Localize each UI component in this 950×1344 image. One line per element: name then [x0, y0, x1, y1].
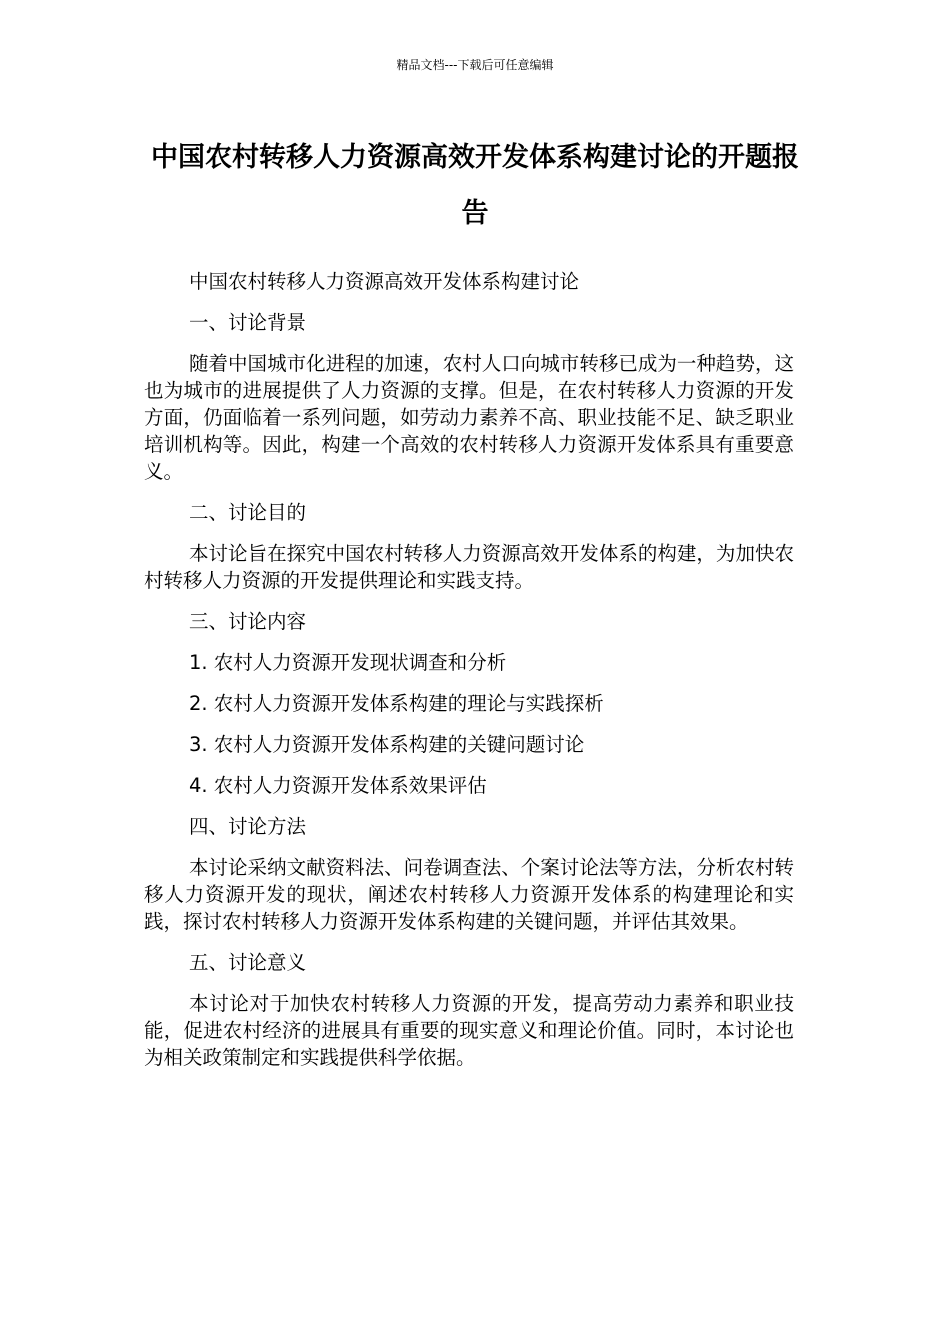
section-heading-purpose: 二、讨论目的: [189, 501, 307, 524]
content-item-4: 4. 农村人力资源开发体系效果评估: [189, 774, 487, 797]
section-heading-method: 四、讨论方法: [189, 815, 307, 838]
subject-line: 中国农村转移人力资源高效开发体系构建讨论: [189, 270, 580, 293]
header-note: 精品文档---下载后可任意编辑: [396, 58, 554, 72]
section-heading-significance: 五、讨论意义: [189, 951, 307, 974]
content-item-2: 2. 农村人力资源开发体系构建的理论与实践探析: [189, 692, 604, 715]
document-title: 中国农村转移人力资源高效开发体系构建讨论的开题报告: [151, 142, 799, 229]
significance-paragraph: 本讨论对于加快农村转移人力资源的开发，提高劳动力素养和职业技能，促进农村经济的进展具有重要的现实意义和理论价值。同时，本讨论也为相关政策制定和实践提供科学依据。: [144, 992, 794, 1069]
content-item-1: 1. 农村人力资源开发现状调查和分析: [189, 651, 507, 674]
background-paragraph: 随着中国城市化进程的加速，农村人口向城市转移已成为一种趋势，这也为城市的进展提供了人力资源的支撑。但是，在农村转移人力资源的开发方面，仍面临着一系列问题，如劳动力素养不高、职业技能不足、缺乏职业培训机构等。因此，构建一个高效的农村转移人力资源开发体系具有重要意义。: [144, 352, 794, 483]
section-heading-content: 三、讨论内容: [189, 610, 307, 633]
document-body: [144, 268, 794, 1085]
section-heading-background: 一、讨论背景: [189, 311, 307, 334]
purpose-paragraph: 本讨论旨在探究中国农村转移人力资源高效开发体系的构建，为加快农村转移人力资源的开发提供理论和实践支持。: [144, 542, 794, 592]
method-paragraph: 本讨论采纳文献资料法、问卷调查法、个案讨论法等方法，分析农村转移人力资源开发的现状，阐述农村转移人力资源开发体系的构建理论和实践，探讨农村转移人力资源开发体系构建的关键问题，并评估其效果。: [144, 856, 794, 933]
content-item-3: 3. 农村人力资源开发体系构建的关键问题讨论: [189, 733, 585, 756]
